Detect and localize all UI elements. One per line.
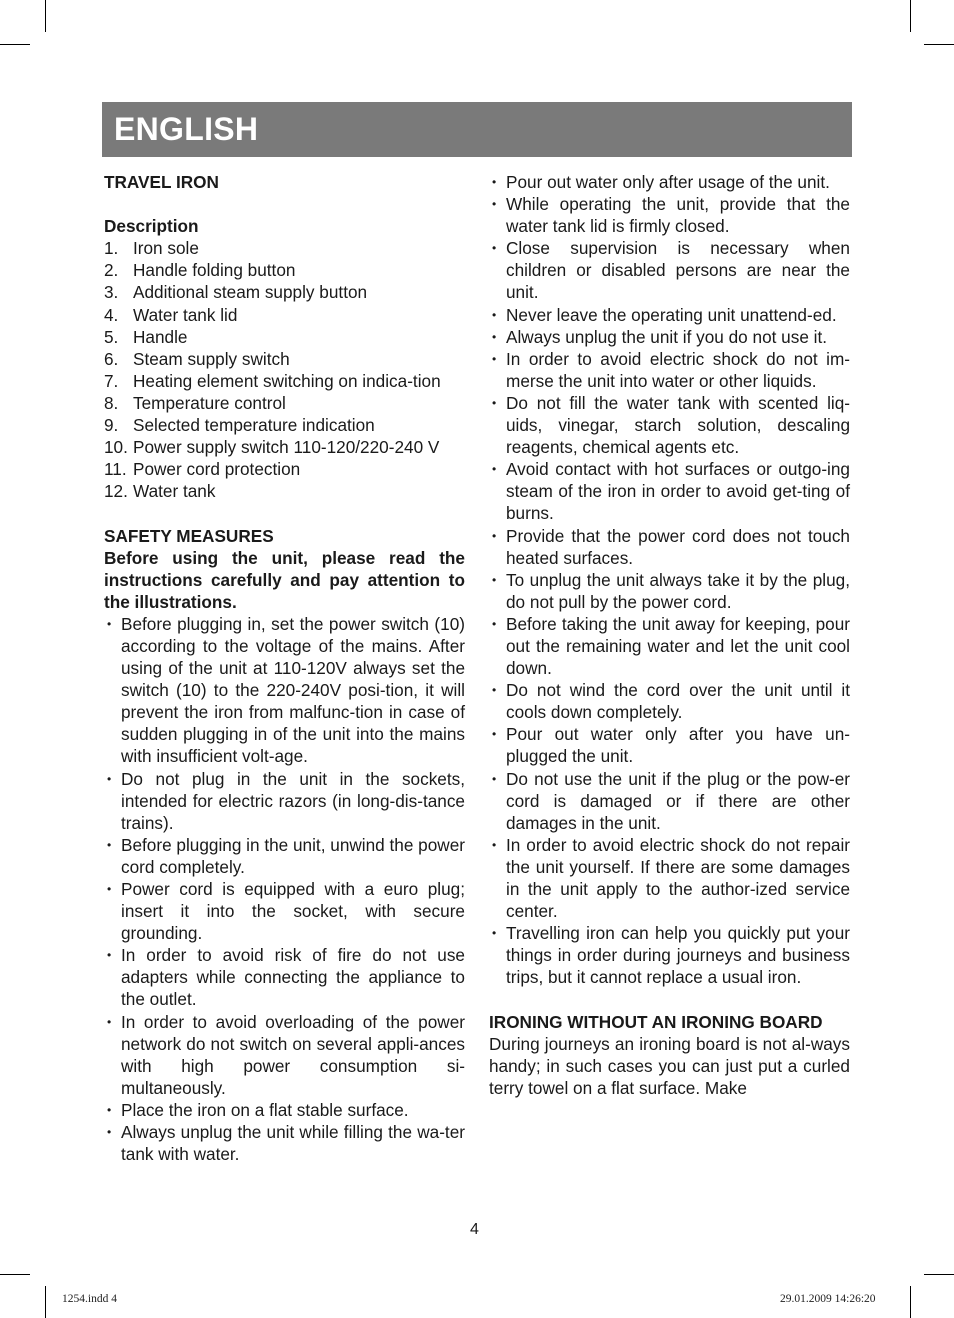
bullet-item: • Close supervision is necessary when children or disabled persons are near the unit.	[489, 237, 850, 303]
description-item-number: 8.	[104, 392, 119, 413]
description-item	[104, 392, 465, 414]
bullet-item: • Do not fill the water tank with scented liq-uids, vinegar, starch solution, descaling reagents, chemical agents etc.	[489, 392, 850, 458]
description-item-number: 10.	[104, 437, 128, 458]
bullet-item: • Travelling iron can help you quickly put your things in order during journeys and business trips, but it cannot replace a usual iron.	[489, 922, 850, 988]
bullet-item: • Provide that the power cord does not touch heated surfaces.	[489, 525, 850, 569]
description-item-text: Additional steam supply button	[133, 282, 368, 303]
safety-heading: SAFETY MEASURES	[104, 525, 274, 546]
bullet-item: • Before plugging in, set the power switch (10) according to the voltage of the mains. After using of the unit at 110-120V always set the switch (10) to the 220-240V posi-tion, it will prevent the iron from malfunc-tion in case of sudden plugging in of the unit into the mains with insufficient volt-age.	[104, 613, 465, 768]
bullet-item: • Do not plug in the unit in the sockets, intended for electric razors (in long-dis-tance trains).	[104, 768, 465, 834]
bullet-item: • To unplug the unit always take it by the plug, do not pull by the power cord.	[489, 569, 850, 613]
safety-bullet-list-continued	[489, 171, 850, 988]
bullet-item: • Before plugging in the unit, unwind the power cord completely.	[104, 834, 465, 878]
description-item-number: 1.	[104, 238, 119, 259]
description-item-text: Water tank	[133, 481, 216, 502]
crop-mark	[0, 1274, 30, 1275]
bullet-item: • Pour out water only after usage of the unit.	[489, 171, 850, 193]
bullet-item: • In order to avoid risk of fire do not use adapters while connecting the appliance to the outlet.	[104, 944, 465, 1010]
description-item	[104, 348, 465, 370]
page-number: 4	[470, 1221, 479, 1238]
bullet-item: • Always unplug the unit while filling the wa-ter tank with water.	[104, 1121, 465, 1165]
description-item	[104, 304, 465, 326]
bullet-item: • Avoid contact with hot surfaces or outgo-ing steam of the iron in order to avoid get-ting of burns.	[489, 458, 850, 524]
description-item	[104, 436, 465, 458]
bullet-item: • While operating the unit, provide that the water tank lid is firmly closed.	[489, 193, 850, 237]
bullet-item: • Never leave the operating unit unattend-ed.	[489, 304, 850, 326]
description-item	[104, 281, 465, 303]
description-item-number: 9.	[104, 415, 119, 436]
description-item	[104, 370, 465, 392]
ironing-heading: IRONING WITHOUT AN IRONING BOARD	[489, 1011, 823, 1032]
description-item-number: 12.	[104, 481, 128, 502]
description-item-text: Steam supply switch	[133, 348, 290, 369]
description-item-text: Heating element switching on indica-tion	[133, 370, 441, 391]
description-item	[104, 259, 465, 281]
description-item-number: 7.	[104, 370, 119, 391]
description-item-number: 11.	[104, 459, 127, 480]
description-item-number: 2.	[104, 260, 119, 281]
crop-mark	[924, 1274, 954, 1275]
description-item	[104, 458, 465, 480]
description-item-text: Iron sole	[133, 238, 199, 259]
product-title: TRAVEL IRON	[104, 172, 219, 192]
description-item-number: 6.	[104, 348, 119, 369]
description-item-number: 3.	[104, 282, 119, 303]
description-item-number: 5.	[104, 326, 119, 347]
crop-mark	[924, 44, 954, 45]
description-item-text: Power supply switch 110-120/220-240 V	[133, 437, 440, 458]
description-item-text: Handle	[133, 326, 188, 347]
bullet-item: • Power cord is equipped with a euro plug; insert it into the socket, with secure grounding.	[104, 878, 465, 944]
bullet-item: • In order to avoid overloading of the power network do not switch on several appli-ances with high power consumption si-multaneously.	[104, 1011, 465, 1099]
bullet-item: • In order to avoid electric shock do not repair the unit yourself. If there are some damages in the unit apply to the author-ized service center.	[489, 834, 850, 922]
crop-mark	[45, 1286, 46, 1318]
description-item	[104, 326, 465, 348]
crop-mark	[910, 0, 911, 32]
description-item-number: 4.	[104, 304, 119, 325]
bullet-item: • In order to avoid electric shock do not im-merse the unit into water or other liquids.	[489, 348, 850, 392]
safety-intro: Before using the unit, please read the instructions carefully and pay attention to the illustrations.	[104, 547, 465, 612]
crop-mark	[910, 1286, 911, 1318]
bullet-item: • Before taking the unit away for keeping, pour out the remaining water and let the unit cool down.	[489, 613, 850, 679]
safety-bullet-list	[104, 613, 465, 1165]
date-slug: 29.01.2009 14:26:20	[780, 1293, 876, 1305]
bullet-item: • Place the iron on a flat stable surface.	[104, 1099, 465, 1121]
file-slug: 1254.indd 4	[62, 1293, 117, 1305]
bullet-item: • Do not use the unit if the plug or the pow-er cord is damaged or if there are other damages in the unit.	[489, 768, 850, 834]
description-heading: Description	[104, 216, 199, 237]
description-item	[104, 414, 465, 436]
crop-mark	[45, 0, 46, 32]
language-header-bar	[102, 102, 852, 157]
description-item-text: Temperature control	[133, 392, 286, 413]
description-item	[104, 480, 465, 502]
description-list	[104, 237, 465, 502]
description-item-text: Power cord protection	[133, 459, 301, 480]
description-item-text: Selected temperature indication	[133, 415, 375, 436]
description-item-text: Handle folding button	[133, 260, 296, 281]
description-item	[104, 237, 465, 259]
bullet-item: • Do not wind the cord over the unit until it cools down completely.	[489, 679, 850, 723]
bullet-item: • Always unplug the unit if you do not use it.	[489, 326, 850, 348]
bullet-item: • Pour out water only after you have un-plugged the unit.	[489, 723, 850, 767]
language-title: ENGLISH	[114, 111, 259, 147]
left-column	[104, 171, 465, 1165]
ironing-text: During journeys an ironing board is not al-ways handy; in such cases you can just put a curled terry towel on a flat surface. Make	[489, 1033, 850, 1098]
crop-mark	[0, 44, 30, 45]
description-item-text: Water tank lid	[133, 304, 238, 325]
right-column	[489, 171, 850, 1099]
